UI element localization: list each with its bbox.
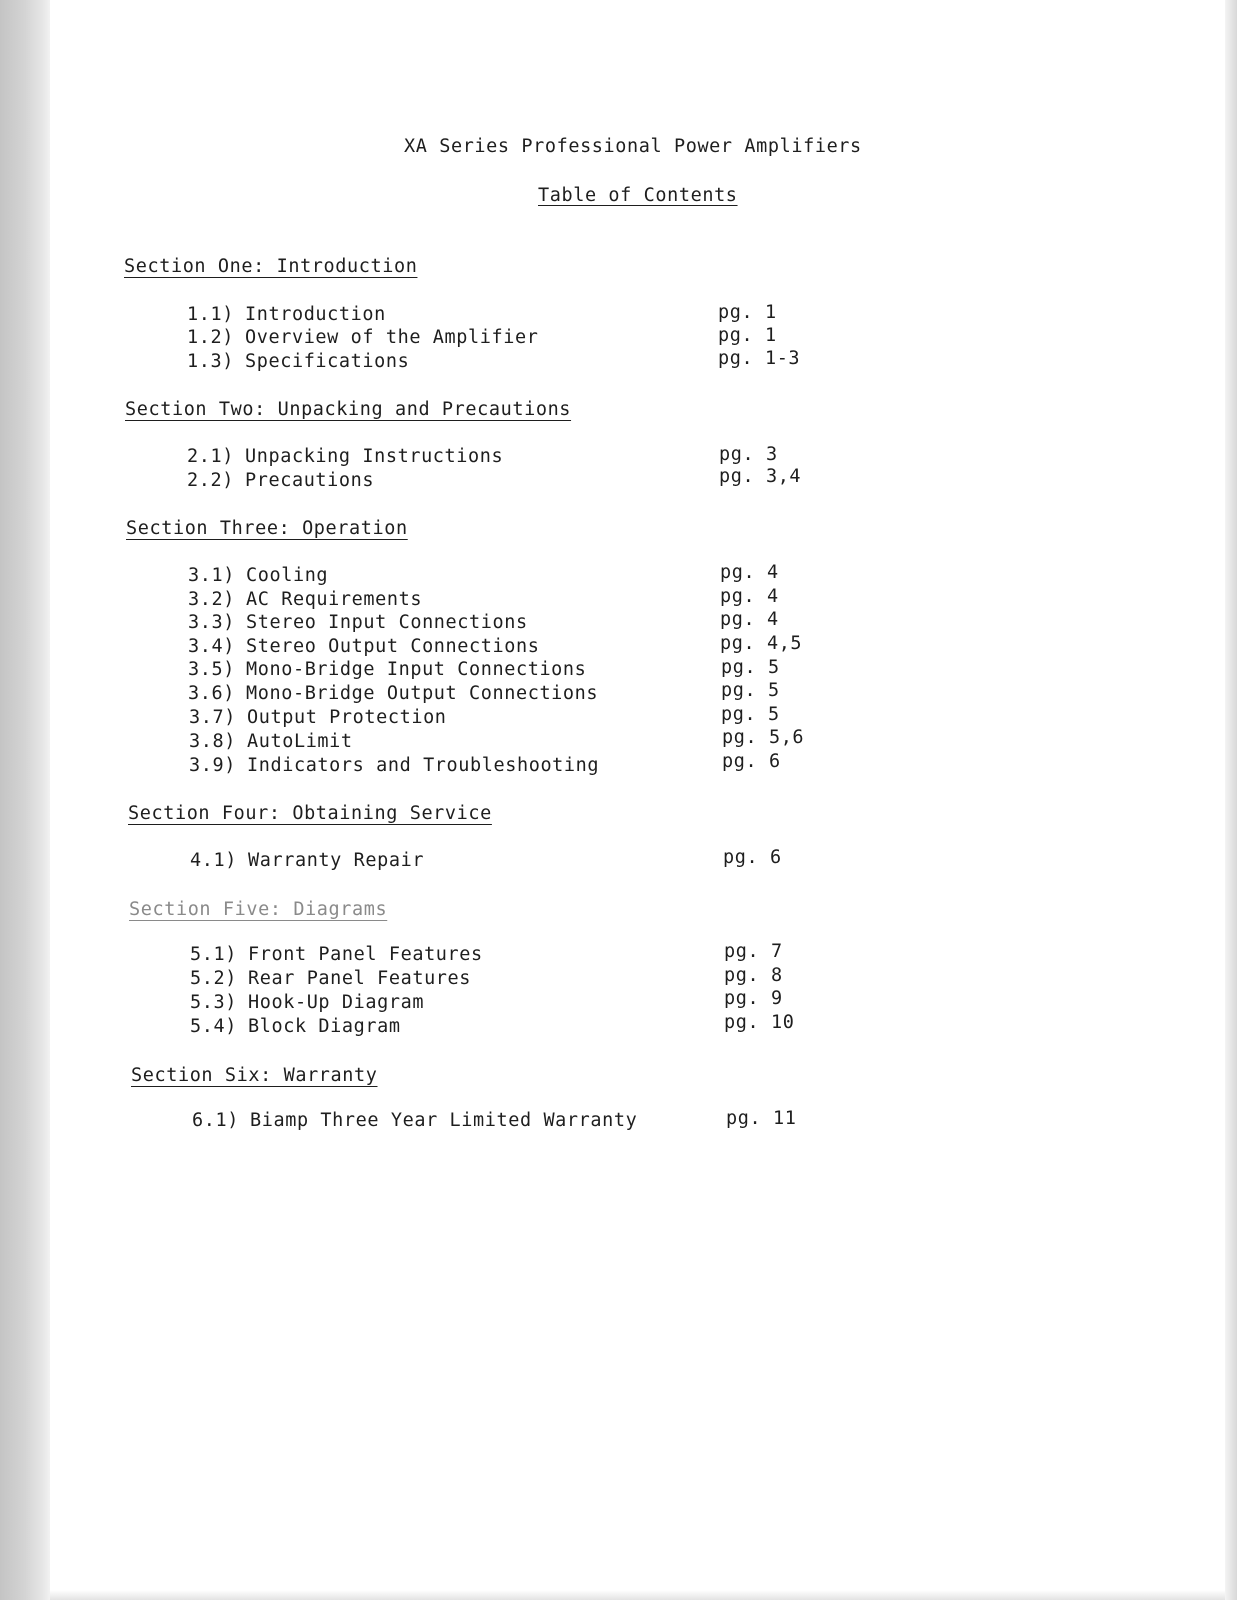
entry-number: 3.3): [188, 612, 235, 633]
section-heading: Section Four: Obtaining Service: [128, 803, 492, 824]
entry-page: pg. 6: [723, 847, 782, 868]
entry-page: pg. 5: [721, 657, 780, 678]
entry-number: 1.2): [187, 327, 234, 348]
entry-page: pg. 5: [721, 680, 780, 701]
entry-number: 5.2): [190, 968, 237, 989]
entry-number: 3.7): [189, 707, 236, 728]
toc-entry: [189, 731, 353, 753]
entry-page: pg. 5,6: [722, 727, 805, 748]
entry-number: 1.1): [187, 304, 234, 325]
entry-title: Output Protection: [247, 707, 447, 728]
entry-title: Precautions: [245, 470, 375, 491]
entry-page: pg. 7: [724, 941, 783, 962]
entry-page: pg. 1: [718, 302, 777, 323]
entry-page: pg. 3,4: [719, 466, 802, 487]
entry-page: pg. 3: [719, 444, 778, 465]
section-heading: Section Five: Diagrams: [129, 899, 388, 920]
document-title: XA Series Professional Power Amplifiers: [404, 136, 862, 157]
entry-title: Indicators and Troubleshooting: [247, 755, 600, 776]
entry-title: Unpacking Instructions: [245, 446, 504, 467]
section-heading: Section Two: Unpacking and Precautions: [125, 399, 572, 420]
toc-entry: [188, 589, 422, 611]
toc-entry: [188, 683, 598, 705]
entry-title: AutoLimit: [247, 731, 353, 752]
entry-title: Rear Panel Features: [248, 968, 472, 989]
entry-title: AC Requirements: [246, 589, 423, 610]
entry-number: 2.2): [187, 470, 234, 491]
toc-entry: [187, 470, 374, 492]
section-heading: Section One: Introduction: [124, 256, 418, 277]
toc-entry: [188, 636, 539, 658]
entry-title: Introduction: [245, 304, 386, 325]
entry-number: 2.1): [187, 446, 234, 467]
toc-entry: [190, 968, 471, 990]
entry-number: 1.3): [187, 351, 234, 372]
section-heading: Section Six: Warranty: [131, 1065, 378, 1086]
entry-page: pg. 4: [720, 562, 779, 583]
entry-title: Specifications: [245, 351, 410, 372]
toc-entry: [190, 944, 483, 966]
entry-page: pg. 9: [724, 988, 783, 1009]
entry-title: Overview of the Amplifier: [245, 327, 539, 348]
entry-number: 4.1): [190, 850, 237, 871]
toc-entry: [187, 351, 409, 373]
entry-title: Front Panel Features: [248, 944, 483, 965]
entry-title: Cooling: [246, 565, 329, 586]
entry-page: pg. 4,5: [720, 633, 803, 654]
entry-page: pg. 1: [718, 325, 777, 346]
entry-number: 3.1): [188, 565, 235, 586]
entry-number: 3.6): [188, 683, 235, 704]
entry-title: Mono-Bridge Input Connections: [246, 659, 587, 680]
entry-title: Stereo Input Connections: [246, 612, 528, 633]
entry-page: pg. 4: [720, 609, 779, 630]
entry-page: pg. 4: [720, 586, 779, 607]
entry-number: 3.5): [188, 659, 235, 680]
entry-number: 3.9): [189, 755, 236, 776]
entry-title: Warranty Repair: [248, 850, 425, 871]
entry-page: pg. 10: [724, 1012, 795, 1033]
section-heading: Section Three: Operation: [126, 518, 408, 539]
toc-entry: [190, 992, 424, 1014]
entry-title: Mono-Bridge Output Connections: [246, 683, 599, 704]
toc-entry: [188, 565, 328, 587]
entry-number: 6.1): [192, 1110, 239, 1131]
toc-entry: [187, 446, 503, 468]
entry-title: Stereo Output Connections: [246, 636, 540, 657]
toc-entry: [190, 850, 424, 872]
entry-page: pg. 11: [726, 1108, 797, 1129]
toc-heading: Table of Contents: [538, 185, 738, 206]
entry-number: 5.1): [190, 944, 237, 965]
entry-number: 3.8): [189, 731, 236, 752]
scan-edge-left: [0, 0, 50, 1600]
entry-page: pg. 1-3: [718, 348, 801, 369]
entry-number: 5.4): [190, 1016, 237, 1037]
entry-page: pg. 5: [721, 704, 780, 725]
toc-entry: [189, 707, 447, 729]
toc-entry: [187, 327, 538, 349]
toc-entry: [190, 1016, 401, 1038]
scan-edge-bottom: [50, 1590, 1225, 1600]
toc-entry: [188, 612, 528, 634]
entry-title: Biamp Three Year Limited Warranty: [250, 1110, 638, 1131]
toc-entry: [188, 659, 586, 681]
entry-title: Hook-Up Diagram: [248, 992, 425, 1013]
entry-page: pg. 8: [724, 965, 783, 986]
toc-entry: [189, 755, 599, 777]
toc-entry: [187, 304, 386, 326]
entry-number: 3.2): [188, 589, 235, 610]
entry-number: 5.3): [190, 992, 237, 1013]
scan-edge-right: [1225, 0, 1237, 1600]
entry-page: pg. 6: [722, 751, 781, 772]
entry-title: Block Diagram: [248, 1016, 401, 1037]
entry-number: 3.4): [188, 636, 235, 657]
toc-entry: [192, 1110, 637, 1132]
